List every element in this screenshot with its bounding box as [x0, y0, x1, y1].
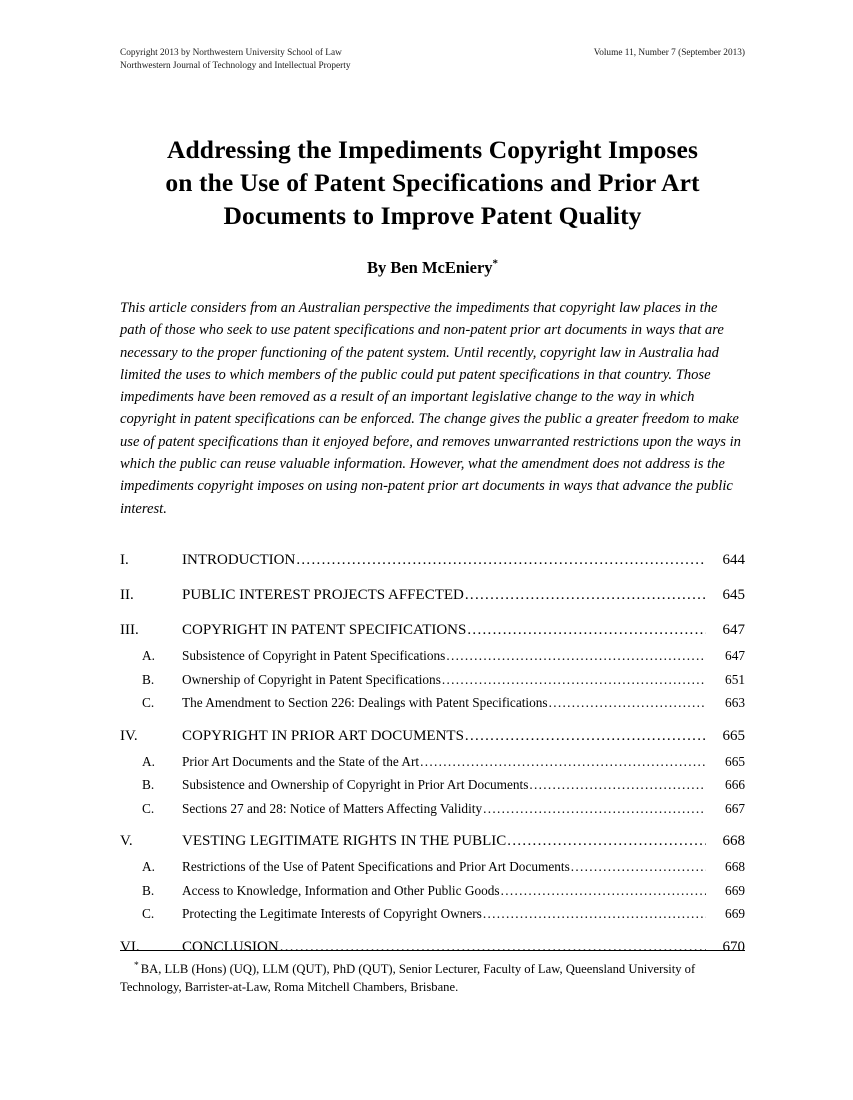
toc-entry-label: Subsistence of Copyright in Patent Specifications [182, 648, 446, 663]
author-byline [120, 232, 745, 278]
footnote-body: BA, LLB (Hons) (UQ), LLM (QUT), PhD (QUT), Senior Lecturer, Faculty of Law, Queensland University of Technology, Barrister-at-Law, Roma Mitchell Chambers, Brisbane. [120, 962, 696, 994]
running-head [120, 47, 745, 73]
toc-entry-label: Prior Art Documents and the State of the Art [182, 753, 420, 769]
toc-entry-number: C. [142, 906, 155, 921]
toc-entry-number: A. [142, 753, 155, 769]
toc-entry-page-number: 668 [725, 859, 745, 874]
toc-entry-page-number: 670 [722, 938, 745, 955]
running-head-left [120, 47, 351, 73]
toc-entry-label: Sections 27 and 28: Notice of Matters Affecting Validity [182, 800, 483, 816]
toc-entry[interactable] [120, 773, 745, 797]
footnote-area [120, 950, 745, 996]
page-title [120, 133, 745, 232]
toc-entry[interactable] [120, 644, 745, 668]
toc-entry-label: Protecting the Legitimate Interests of Copyright Owners [182, 906, 482, 921]
toc-entry-label: VESTING LEGITIMATE RIGHTS IN THE PUBLIC [182, 833, 507, 849]
toc-entry-label: COPYRIGHT IN PATENT SPECIFICATIONS [182, 622, 467, 638]
toc-entry-number: II. [120, 587, 134, 603]
toc-entry-number: A. [142, 859, 155, 874]
toc-entry-label: INTRODUCTION [182, 552, 296, 568]
toc-entry-number: C. [142, 695, 155, 710]
toc-entry[interactable] [120, 879, 745, 903]
toc-entry-number: VI. [120, 938, 140, 955]
toc-leader-dots [571, 855, 706, 879]
toc-entry-page-number: 667 [725, 800, 745, 816]
toc-entry-number: V. [120, 833, 133, 849]
toc-entry-number: C. [142, 800, 155, 816]
toc-entry-page-number: 647 [722, 622, 745, 638]
toc-entry-label: CONCLUSION [182, 938, 279, 955]
toc-leader-dots [442, 668, 706, 692]
toc-entry-number: B. [142, 777, 155, 792]
toc-entry[interactable] [120, 902, 745, 926]
toc-entry-number: A. [142, 648, 155, 663]
toc-entry-number: I. [120, 552, 129, 568]
toc-entry[interactable] [120, 616, 745, 644]
toc-leader-dots [529, 773, 706, 797]
toc-entry-page-number: 666 [725, 777, 745, 792]
title-block [120, 133, 745, 278]
title-line-2: on the Use of Patent Specifications and Prior Art [165, 168, 700, 197]
toc-entry-label: Restrictions of the Use of Patent Specifications and Prior Art Documents [182, 859, 570, 874]
toc-entry-page-number: 645 [722, 587, 745, 603]
toc-entry[interactable] [120, 750, 745, 774]
toc-leader-dots [507, 827, 706, 855]
toc-leader-dots [465, 581, 706, 609]
toc-entry[interactable] [120, 668, 745, 692]
footnote-separator-rule [120, 950, 745, 951]
toc-entry-number: III. [120, 622, 139, 638]
byline-footnote-marker: * [492, 257, 499, 270]
toc-entry[interactable] [120, 827, 745, 855]
toc-leader-dots [420, 750, 706, 774]
toc-entry-page-number: 644 [722, 552, 745, 568]
toc-leader-dots [549, 691, 706, 715]
toc-entry[interactable] [120, 691, 745, 715]
toc-entry-page-number: 647 [725, 648, 745, 663]
abstract-text: This article considers from an Australian perspective the impediments that copyright law places in the path of those who seek to use patent specifications and non-patent prior art documents in ways that are necessary to the proper functioning of the patent system. Until recently, copyright law in Australia had limited the uses to which members of the public could put patent specifications in that country. Those impediments have been removed as a result of an important legislative change to the way in which copyright in patent specifications can be enforced. The change gives the public a greater freedom to make use of patent specifications than it enjoyed before, and removes unwarranted restrictions upon the ways in which the public can reuse valuable information. However, what the amendment does not address is the impediments copyright imposes on using non-patent prior art documents in ways that advance the public interest. [120, 300, 741, 517]
toc-entry[interactable] [120, 855, 745, 879]
footnote-marker: * [134, 960, 139, 971]
toc-entry-label: Subsistence and Ownership of Copyright in Prior Art Documents [182, 777, 529, 792]
toc-entry-label: Ownership of Copyright in Patent Specifications [182, 671, 441, 687]
toc-entry-page-number: 668 [722, 833, 745, 849]
toc-leader-dots [465, 722, 706, 750]
toc-entry-label: Access to Knowledge, Information and Other Public Goods [182, 882, 500, 898]
toc-entry-page-number: 669 [725, 882, 745, 898]
toc-leader-dots [296, 546, 706, 574]
author-footnote [120, 960, 745, 996]
toc-leader-dots [501, 879, 706, 903]
toc-entry-label: PUBLIC INTEREST PROJECTS AFFECTED [182, 587, 464, 603]
toc-entry-number: B. [142, 671, 155, 687]
toc-entry[interactable] [120, 797, 745, 821]
toc-entry-number: IV. [120, 727, 138, 744]
toc-entry-page-number: 651 [725, 671, 745, 687]
toc-leader-dots [446, 644, 706, 668]
abstract [120, 297, 745, 520]
author-name: By Ben McEniery [366, 258, 493, 277]
volume-issue-line: Volume 11, Number 7 (September 2013) [593, 48, 745, 58]
toc-entry-page-number: 665 [722, 727, 745, 744]
toc-entry-number: B. [142, 882, 155, 898]
journal-name-line: Northwestern Journal of Technology and Intellectual Property [120, 61, 351, 72]
toc-leader-dots [483, 902, 706, 926]
toc-entry-page-number: 663 [725, 695, 745, 710]
toc-leader-dots [467, 616, 706, 644]
toc-entry-label: The Amendment to Section 226: Dealings with Patent Specifications [182, 695, 548, 710]
toc-entry[interactable] [120, 722, 745, 750]
copyright-line: Copyright 2013 by Northwestern University School of Law [120, 48, 342, 58]
toc-entry-page-number: 669 [725, 906, 745, 921]
toc-leader-dots [483, 797, 706, 821]
table-of-contents [120, 546, 745, 961]
title-line-3: Documents to Improve Patent Quality [223, 201, 642, 230]
toc-entry-page-number: 665 [725, 753, 745, 769]
toc-entry-label: COPYRIGHT IN PRIOR ART DOCUMENTS [182, 727, 464, 744]
title-line-1: Addressing the Impediments Copyright Imposes [167, 135, 698, 164]
toc-entry[interactable] [120, 581, 745, 609]
toc-entry[interactable] [120, 546, 745, 574]
